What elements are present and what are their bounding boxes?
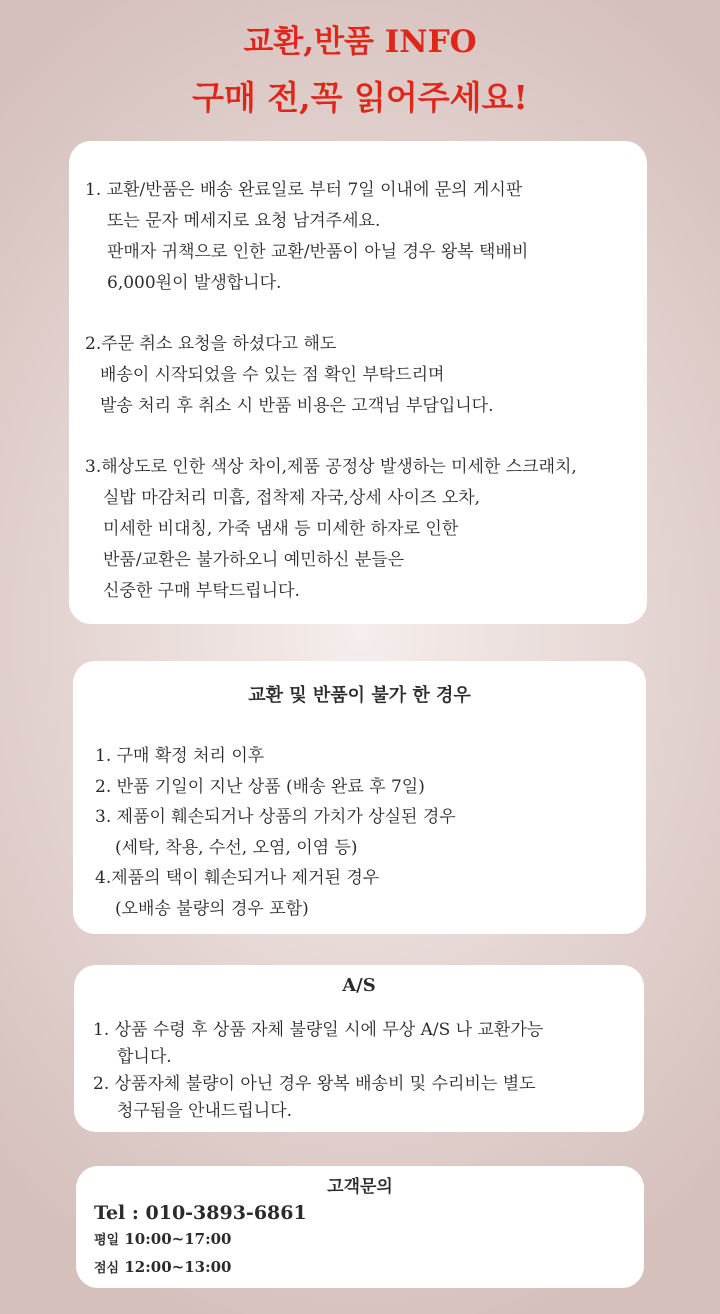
contact-phone[interactable]: Tel : 010-3893-6861: [94, 1202, 307, 1224]
list-item: 청구됨을 안내드립니다.: [117, 1101, 293, 1121]
notice-line: 1. 교환/반품은 배송 완료일로 부터 7일 이내에 문의 게시판: [85, 180, 523, 200]
notice-line: 또는 문자 메세지로 요청 남겨주세요.: [107, 211, 381, 231]
contact-heading: 고객문의: [327, 1177, 393, 1197]
list-item: (오배송 불량의 경우 포함): [115, 898, 309, 919]
notice-item-cancel: [85, 329, 631, 422]
page-title: 교환,반품 INFO: [243, 24, 477, 60]
notice-line: 신중한 구매 부탁드립니다.: [103, 581, 300, 601]
list-item: 1. 상품 수령 후 상품 자체 불량일 시에 무상 A/S 나 교환가능: [93, 1020, 544, 1040]
contact-card: [76, 1166, 644, 1288]
notice-line: 2.주문 취소 요청을 하셨다고 해도: [85, 334, 337, 354]
contact-hours: [94, 1226, 232, 1282]
lunch-hours-row: [94, 1254, 232, 1282]
no-return-list: [95, 741, 456, 924]
no-return-card: [73, 661, 646, 934]
no-return-heading: 교환 및 반품이 불가 한 경우: [248, 685, 471, 706]
as-card: [74, 965, 644, 1132]
as-heading: A/S: [342, 975, 376, 996]
notice-item-exchange: [85, 175, 631, 299]
notice-line: 실밥 마감처리 미흡, 접착제 자국,상세 사이즈 오차,: [103, 488, 481, 508]
list-item: 1. 구매 확정 처리 이후: [95, 746, 265, 766]
notice-line: 발송 처리 후 취소 시 반품 비용은 고객님 부담입니다.: [100, 396, 494, 416]
notice-item-defects: [85, 452, 631, 607]
weekday-label: 평일: [94, 1233, 120, 1248]
list-item: 4.제품의 택이 훼손되거나 제거된 경우: [95, 868, 380, 888]
list-item: 2. 반품 기일이 지난 상품 (배송 완료 후 7일): [95, 776, 425, 797]
notice-line: 3.해상도로 인한 색상 차이,제품 공정상 발생하는 미세한 스크래치,: [85, 457, 577, 477]
notice-card: [69, 141, 647, 624]
notice-line: 배송이 시작되었을 수 있는 점 확인 부탁드리며: [100, 365, 445, 385]
page-subtitle: 구매 전,꼭 읽어주세요!: [192, 78, 528, 117]
list-item: 합니다.: [117, 1047, 172, 1067]
list-item: 3. 제품이 훼손되거나 상품의 가치가 상실된 경우: [95, 807, 456, 827]
weekday-hours-row: [94, 1226, 232, 1254]
notice-line: 미세한 비대칭, 가죽 냄새 등 미세한 하자로 인한: [103, 519, 459, 539]
weekday-hours: 10:00~17:00: [124, 1230, 232, 1248]
list-item: (세탁, 착용, 수선, 오염, 이염 등): [115, 837, 358, 858]
as-list: [93, 1017, 543, 1125]
notice-line: 6,000원이 발생합니다.: [107, 273, 282, 293]
lunch-label: 점심: [94, 1261, 120, 1276]
list-item: 2. 상품자체 불량이 아닌 경우 왕복 배송비 및 수리비는 별도: [93, 1074, 536, 1094]
lunch-hours: 12:00~13:00: [124, 1258, 232, 1276]
notice-line: 판매자 귀책으로 인한 교환/반품이 아닐 경우 왕복 택배비: [107, 242, 529, 262]
notice-line: 반품/교환은 불가하오니 예민하신 분들은: [103, 550, 405, 570]
